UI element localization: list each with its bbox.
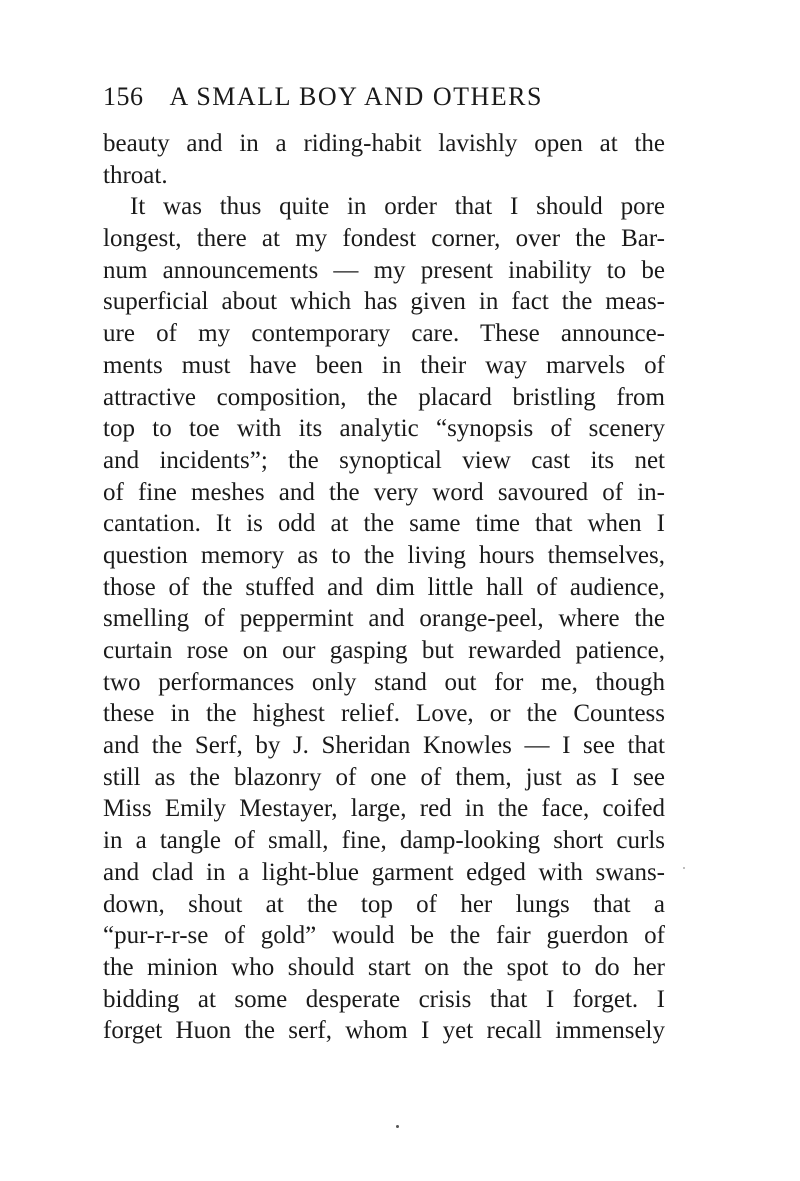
text-line: Miss Emily Mestayer, large, red in the face, coifed (103, 795, 665, 823)
text-line: num announcements — my present inability to be (103, 256, 665, 284)
text-line: question memory as to the living hours themselves, (103, 541, 665, 569)
text-line: throat. (103, 161, 168, 189)
text-line: “pur-r-r-se of gold” would be the fair guerdon of (103, 922, 665, 950)
text-line: and clad in a light-blue garment edged with swans- (103, 858, 665, 886)
text-line: It was thus quite in order that I should pore (130, 193, 665, 221)
text-line: attractive composition, the placard bristling from (103, 383, 665, 411)
text-line: ments must have been in their way marvels of (103, 351, 665, 379)
text-line: down, shout at the top of her lungs that a (103, 890, 665, 918)
scan-speck (683, 867, 685, 869)
running-head (103, 80, 673, 114)
text-line: these in the highest relief. Love, or the Countess (103, 700, 665, 728)
text-line: still as the blazonry of one of them, just as I see (103, 763, 665, 791)
text-line: the minion who should start on the spot to do her (103, 953, 665, 981)
text-line: top to toe with its analytic “synopsis of scenery (103, 415, 665, 443)
text-line: curtain rose on our gasping but rewarded patience, (103, 637, 665, 664)
text-line: bidding at some desperate crisis that I forget. I (103, 985, 665, 1013)
text-line: superficial about which has given in fact the meas- (103, 288, 665, 316)
page-number: 156 (103, 82, 144, 111)
text-line: beauty and in a riding-habit lavishly open at the (103, 130, 665, 157)
running-head-title: A SMALL BOY AND OTHERS (169, 82, 543, 111)
text-line: ure of my contemporary care. These announce- (103, 320, 665, 348)
text-line: in a tangle of small, fine, damp-looking short curls (103, 827, 665, 855)
text-line: smelling of peppermint and orange-peel, where the (103, 605, 665, 633)
text-line: longest, there at my fondest corner, over the Bar- (103, 225, 665, 253)
text-line: of fine meshes and the very word savoured of in- (103, 478, 665, 506)
text-line: two performances only stand out for me, though (103, 668, 665, 696)
text-line: those of the stuffed and dim little hall of audience, (103, 573, 665, 601)
text-line: and incidents”; the synoptical view cast its net (103, 446, 665, 474)
body-text (103, 128, 665, 1047)
text-line: and the Serf, by J. Sheridan Knowles — I see that (103, 732, 665, 760)
text-line: forget Huon the serf, whom I yet recall immensely (103, 1017, 665, 1045)
text-line: cantation. It is odd at the same time that when I (103, 510, 665, 538)
scan-speck (396, 1125, 399, 1128)
